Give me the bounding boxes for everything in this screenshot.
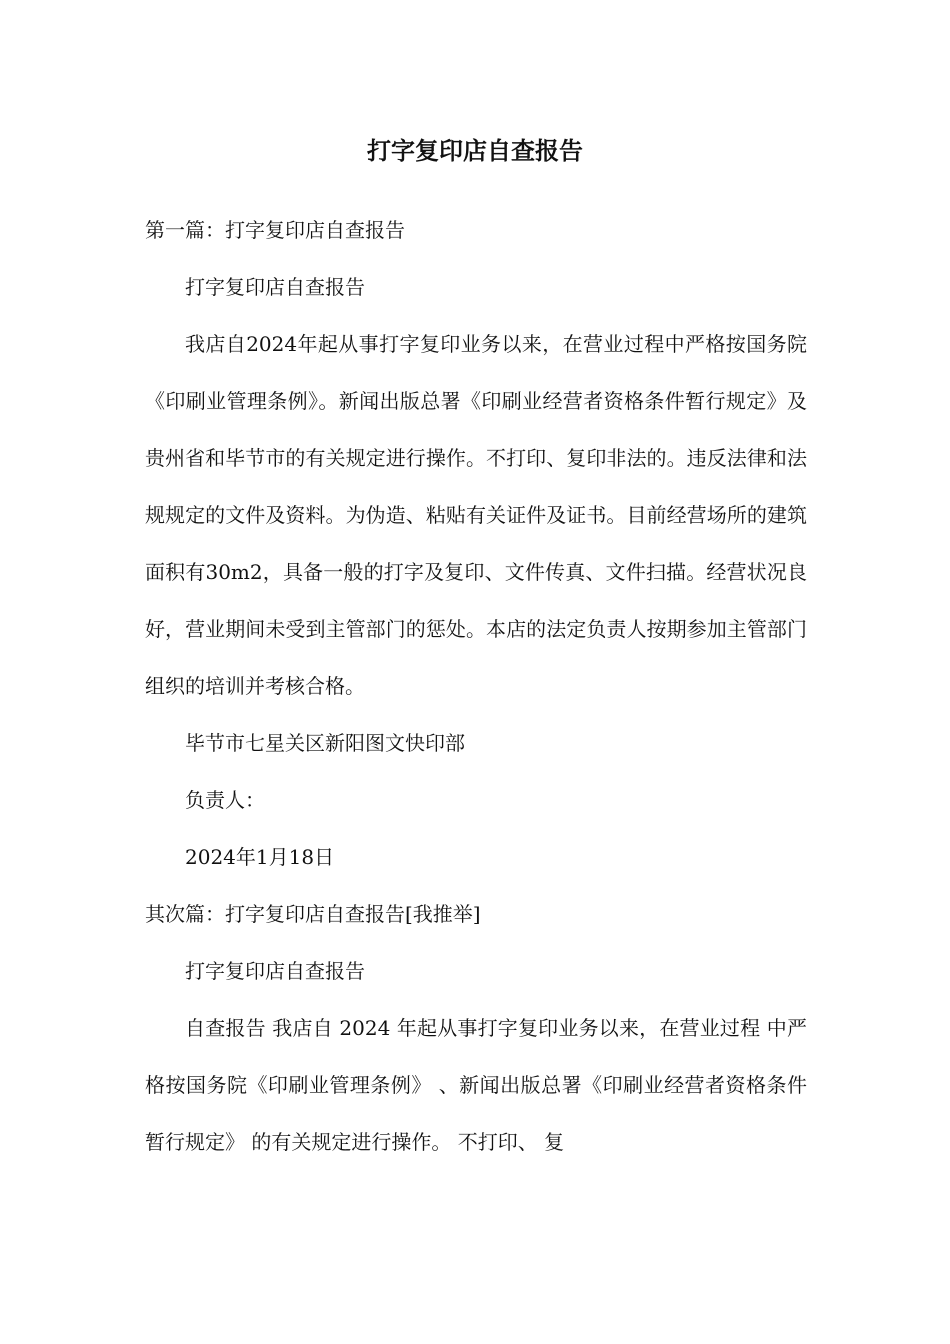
signature-organization: 毕节市七星关区新阳图文快印部 [185, 731, 465, 755]
document-title: 打字复印店自查报告 [367, 137, 583, 165]
document-body [145, 202, 807, 1171]
section-heading-1: 第一篇：打字复印店自查报告 [145, 218, 405, 242]
signature-date: 2024年1月18日 [185, 845, 335, 869]
body-paragraph-1: 我店自2024年起从事打字复印业务以来，在营业过程中严格按国务院《印刷业管理条例》。新闻出版总署《印刷业经营者资格条件暂行规定》及贵州省和毕节市的有关规定进行操作。不打印、复印非法的。违反法律和法规规定的文件及资料。为伪造、粘贴有关证件及证书。目前经营场所的建筑面积有30m2，具备一般的打字及复印、文件传真、文件扫描。经营状况良好，营业期间未受到主管部门的惩处。本店的法定负责人按期参加主管部门组织的培训并考核合格。 [145, 332, 807, 698]
sub-title-2: 打字复印店自查报告 [185, 959, 365, 983]
sub-title-1: 打字复印店自查报告 [185, 275, 365, 299]
signature-responsible-person: 负责人： [185, 788, 265, 812]
body-paragraph-2: 自查报告 我店自 2024 年起从事打字复印业务以来，在营业过程 中严格按国务院《印刷业管理条例》 、新闻出版总署《印刷业经营者资格条件暂行规定》 的有关规定进行操作。 不打印、 复 [145, 1016, 807, 1154]
section-heading-2: 其次篇：打字复印店自查报告[我推举] [145, 902, 481, 926]
